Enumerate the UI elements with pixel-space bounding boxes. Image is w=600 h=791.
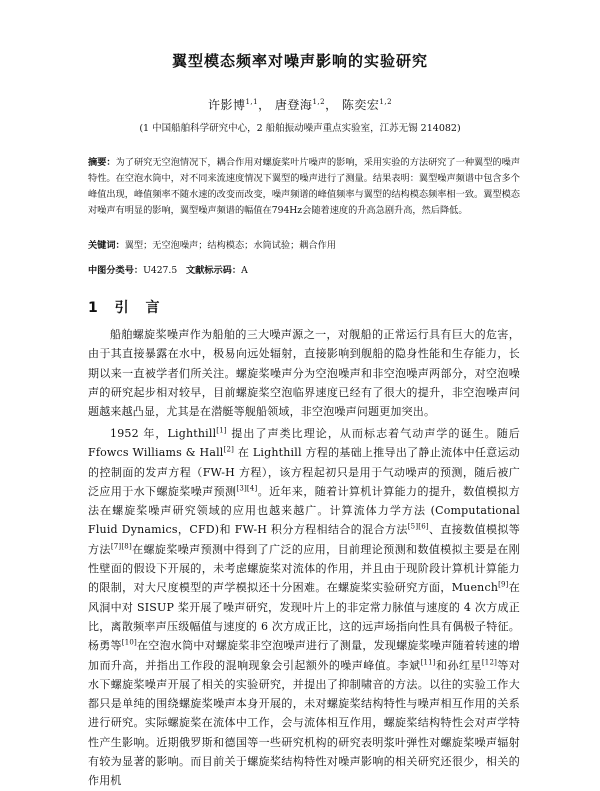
para-text: 提出了声类比理论，从而标志着气动声学的诞生。随后 Ffowcs Williams & Hall bbox=[88, 427, 521, 460]
classification bbox=[88, 262, 520, 276]
para-text: 。近年来，随着计算机计算能力的提升，数值模拟方法在螺旋桨噪声研究领域的应用也越来越广。计算流体力学方法 (Computational Fluid Dynamics，CFD)和 FW-H 积分方程相结合的混合方法 bbox=[88, 484, 520, 537]
para-text: 在空泡水筒中对螺旋桨非空泡噪声进行了测量，发现螺旋桨噪声随着转速的增加而升高，并指出工作段的混响现象会引起额外的噪声峰值。李斌 bbox=[88, 639, 520, 672]
classification-value: U427.5 bbox=[143, 265, 178, 276]
classification-label: 中图分类号： bbox=[88, 265, 144, 276]
para-text: 和孙红星 bbox=[435, 658, 482, 672]
citation-ref: [10] bbox=[121, 638, 137, 647]
citation-ref: [12] bbox=[481, 657, 498, 666]
para-text: 等对水下螺旋桨噪声开展了相关的实验研究，并提出了抑制啸音的方法。以往的实验工作大都只是单纯的围绕螺旋桨噪声本身开展的，未对螺旋桨结构特性与噪声相互作用的关系进行研究。实际螺旋桨在流体中工作，会与流体相互作用，螺旋桨结构特性会对声学特性产生影响。近期俄罗斯和德国等一些研究机构的研究表明浆叶弹性对螺旋桨噪声辐射有较为显著的影响。而目前关于螺旋桨结构特性对噪声影响的相关研究还很少，相关的作用机 bbox=[88, 658, 520, 788]
doc-code-label: 文献标示码： bbox=[185, 265, 242, 276]
citation-ref: [2] bbox=[223, 445, 235, 454]
para-text: 在风洞中对 SISUP 桨开展了噪声研究，发现叶片上的非定常力脉值与速度的 4 次方成正比，离散频率声压级幅值与速度的 6 次方成正比，这的远声场指向性具有偶极子特征。杨勇等 bbox=[88, 581, 520, 653]
abstract bbox=[88, 155, 520, 219]
para-text: 在螺旋桨噪声预测中得到了广泛的应用，目前理论预测和数值模拟主要是在刚性壁面的假设下开展的，未考虑螺旋桨对流体的作用，并且由于现阶段计算机计算能力的限制，对大尺度模型的声学模拟还十分困难。在螺旋桨实验研究方面，Muench bbox=[88, 542, 520, 595]
keywords-text: 翼型；无空泡噪声；结构模态；水筒试验；耦合作用 bbox=[124, 240, 337, 251]
doc-code-value: A bbox=[241, 265, 248, 276]
author-affil-mark: 1,2 bbox=[379, 98, 393, 106]
para-text: 、直接数值模拟等方法 bbox=[88, 523, 520, 556]
affiliation: (1 中国船舶科学研究中心，2 船舶振动噪声重点实验室，江苏无锡 214082) bbox=[139, 123, 461, 134]
keywords bbox=[88, 237, 520, 251]
section-heading: 1 引 言 bbox=[88, 300, 166, 316]
author-list: 许影博$^{1,1}$， 唐登海$^{1,2}$， 陈奕宏$^{1,2}$ bbox=[207, 98, 393, 112]
citation-ref: [11] bbox=[420, 657, 436, 666]
keywords-label: 关键词： bbox=[88, 240, 125, 251]
author-name: 许影博 bbox=[207, 98, 246, 112]
abstract-text: 为了研究无空泡情况下，耦合作用对螺旋桨叶片噪声的影响，采用实验的方法研究了一种翼型的噪声特性。在空泡水筒中，对不同来流速度情况下翼型的噪声进行了测量。结果表明：翼型噪声频谱中包含多个峰值出现，峰值频率不随水速的改变而改变，噪声频谱的峰值频率与翼型的结构模态频率相一致。翼型模态对噪声有明显的影响，翼型噪声频谱的幅值在794Hz会随着速度的升高急剧升高，然后降低。 bbox=[88, 157, 521, 216]
citation-ref: [9] bbox=[498, 580, 509, 589]
author-name: 陈奕宏 bbox=[341, 98, 380, 112]
author-affil-mark: 1,2 bbox=[312, 98, 326, 106]
paper-title: 翼型模态频率对噪声影响的实验研究 bbox=[171, 52, 428, 70]
para-text: 在 Lighthill 方程的基础上推导出了静止流体中任意运动的控制面的发声方程（FW-H 方程），该方程起初只是用于气动噪声的预测，随后被广泛应用于水下螺旋桨噪声预测 bbox=[88, 446, 520, 498]
para-text: 1952 年，Lighthill bbox=[110, 427, 217, 440]
citation-ref: [1] bbox=[216, 426, 227, 435]
paragraph-2 bbox=[88, 424, 520, 791]
paragraph-1: 船舶螺旋桨噪声作为船舶的三大噪声源之一，对舰船的正常运行具有巨大的危害，由于其直接暴露在水中，极易向远处辐射，直接影响到舰船的隐身性能和生存能力，长期以来一直被学者们所关注。螺旋桨噪声分为空泡噪声和非空泡噪声两部分，对空泡噪声的研究起步相对较早，目前螺旋桨空泡临界速度已经有了很大的提升，非空泡噪声问题越来越凸显，尤其是在潜艇等舰船领域，非空泡噪声问题更加突出。 bbox=[88, 328, 520, 419]
citation-ref: [7][8] bbox=[110, 542, 132, 551]
author-affil-mark: 1,1 bbox=[245, 98, 259, 106]
citation-ref: [5][6] bbox=[407, 522, 429, 531]
author-name: 唐登海 bbox=[274, 98, 313, 112]
abstract-label: 摘要： bbox=[88, 157, 116, 168]
citation-ref: [3][4] bbox=[236, 484, 258, 493]
